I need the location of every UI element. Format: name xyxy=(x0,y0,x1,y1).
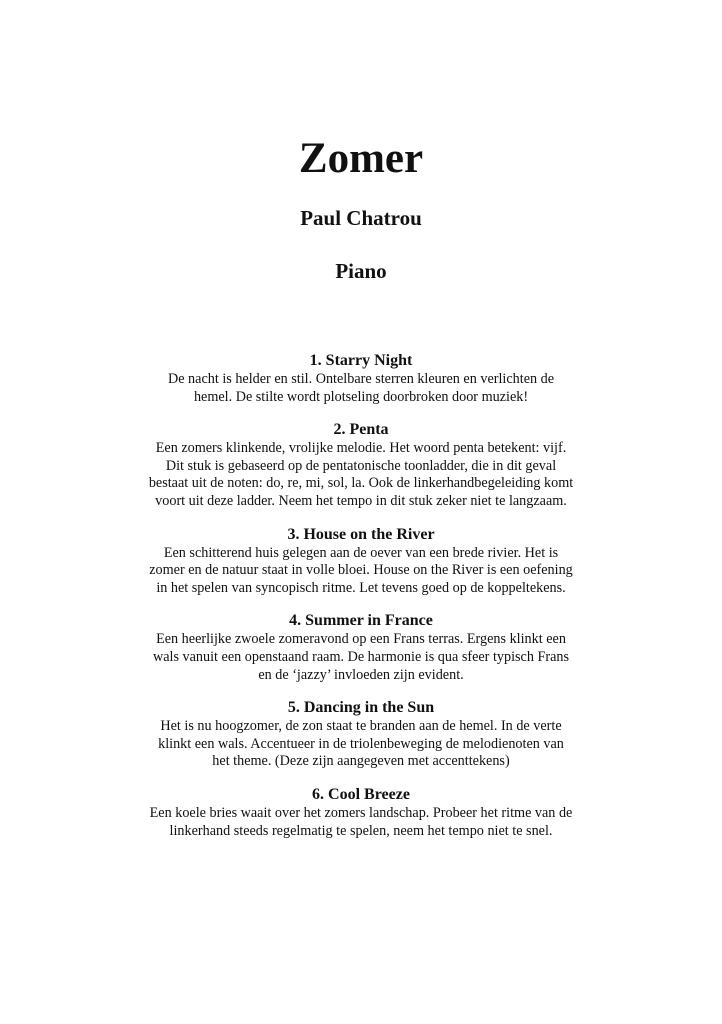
description-line: Een schitterend huis gelegen aan de oever van een brede rivier. Het is xyxy=(163,544,559,561)
piece-penta xyxy=(0,420,722,510)
piece-description xyxy=(126,631,596,684)
piece-title: 3. House on the River xyxy=(287,525,435,543)
piece-description xyxy=(126,545,596,598)
piece-description xyxy=(126,371,596,406)
description-line: bestaat uit de noten: do, re, mi, sol, la. Ook de linkerhandbegeleiding komt xyxy=(148,475,574,492)
description-line: hemel. De stilte wordt plotseling doorbroken door muziek! xyxy=(193,388,529,405)
piece-description xyxy=(126,718,596,771)
page-title: Zomer xyxy=(298,135,424,182)
piece-description xyxy=(126,805,596,840)
piece-title: 6. Cool Breeze xyxy=(312,785,410,803)
piece-title: 2. Penta xyxy=(333,421,389,439)
piece-cool-breeze xyxy=(0,785,722,840)
description-line: linkerhand steeds regelmatig te spelen, neem het tempo niet te snel. xyxy=(169,822,553,839)
piece-title: 4. Summer in France xyxy=(289,612,433,630)
piece-starry-night xyxy=(0,351,722,406)
description-line: het theme. (Deze zijn aangegeven met accenttekens) xyxy=(212,753,510,770)
piece-dancing-in-the-sun xyxy=(0,698,722,771)
description-line: en de ‘jazzy’ invloeden zijn evident. xyxy=(258,666,464,683)
description-line: Het is nu hoogzomer, de zon staat te branden aan de hemel. In de verte xyxy=(160,718,562,735)
piece-summer-in-france xyxy=(0,611,722,684)
description-line: zomer en de natuur staat in volle bloei. House on the River is een oefening xyxy=(149,562,573,579)
piece-house-on-the-river xyxy=(0,525,722,598)
instrument-name: Piano xyxy=(335,259,387,283)
description-line: Een heerlijke zwoele zomeravond op een Frans terras. Ergens klinkt een xyxy=(156,631,566,648)
description-line: Dit stuk is gebaseerd op de pentatonische toonladder, die in dit geval xyxy=(165,457,557,474)
description-line: De nacht is helder en stil. Ontelbare sterren kleuren en verlichten de xyxy=(167,371,555,387)
description-line: Een zomers klinkende, vrolijke melodie. Het woord penta betekent: vijf. xyxy=(155,440,567,457)
piece-description xyxy=(126,440,596,510)
description-line: in het spelen van syncopisch ritme. Let tevens goed op de koppeltekens. xyxy=(156,579,566,596)
description-line: klinkt een wals. Accentueer in de triolenbeweging de melodienoten van xyxy=(158,735,564,752)
composer-name: Paul Chatrou xyxy=(300,206,422,230)
description-line: Een koele bries waait over het zomers landschap. Probeer het ritme van de xyxy=(149,804,573,821)
piece-title: 5. Dancing in the Sun xyxy=(287,699,435,717)
piece-title: 1. Starry Night xyxy=(309,352,413,369)
description-line: wals vanuit een openstaand raam. De harmonie is qua sfeer typisch Frans xyxy=(152,648,570,665)
piece-list xyxy=(0,351,722,854)
description-line: voort uit deze ladder. Neem het tempo in dit stuk zeker niet te langzaam. xyxy=(155,492,567,509)
